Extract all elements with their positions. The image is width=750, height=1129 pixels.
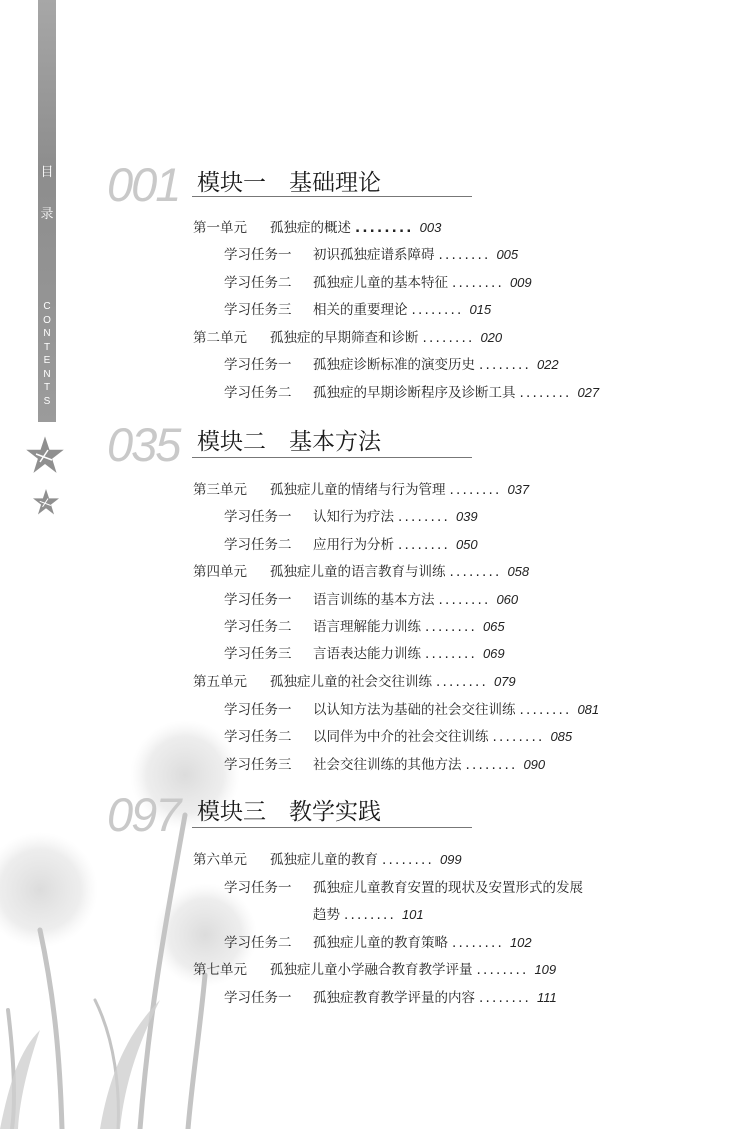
entry-leader-dots: ........: [422, 330, 475, 346]
entry-page: 085: [550, 729, 573, 744]
sidebar-contents-letter: N: [43, 368, 51, 380]
toc-entry[interactable]: [224, 701, 599, 719]
entry-leader-dots: ........: [465, 757, 518, 773]
entry-label: 学习任务二: [224, 537, 292, 553]
entry-label: 第三单元: [193, 482, 247, 498]
module-title: 模块一 基础理论: [197, 170, 381, 196]
entry-title: 社会交往训练的其他方法: [313, 757, 462, 773]
sidebar-mulu-label: [38, 152, 56, 236]
sidebar-contents-letter: E: [43, 355, 51, 366]
entry-title: 趋势: [313, 907, 340, 923]
entry-page: 099: [439, 852, 462, 867]
entry-leader-dots: ........: [476, 962, 529, 978]
toc-entry[interactable]: [193, 673, 516, 691]
entry-leader-dots: ........: [425, 646, 477, 662]
entry-leader-dots: ........: [452, 935, 504, 951]
entry-title: 孤独症儿童的教育: [270, 852, 378, 868]
grass-leaves: [0, 1000, 160, 1129]
entry-title: 孤独症儿童教育安置的现状及安置形式的发展: [313, 880, 583, 896]
entry-label: 学习任务一: [224, 592, 292, 608]
entry-page: 015: [469, 302, 492, 317]
entry-label: 学习任务一: [224, 702, 292, 718]
entry-page: 037: [507, 482, 530, 497]
entry-leader-dots: ........: [436, 674, 488, 690]
module-number: 001: [107, 158, 180, 211]
toc-entry[interactable]: [193, 563, 529, 581]
sidebar-contents-letter: N: [43, 328, 51, 339]
entry-page: 027: [577, 385, 600, 400]
entry-label: 学习任务二: [224, 385, 292, 401]
entry-leader-dots: ........: [344, 907, 396, 923]
sidebar-contents-label: [38, 300, 56, 408]
entry-label: 学习任务一: [224, 357, 292, 373]
sidebar-contents-letter: T: [43, 341, 51, 353]
entry-leader-dots: ........: [452, 275, 504, 291]
entry-title: 孤独症的早期诊断程序及诊断工具: [313, 385, 516, 401]
entry-label: 学习任务三: [224, 302, 292, 318]
entry-leader-dots: ........: [382, 852, 434, 868]
star-icon: [22, 432, 68, 478]
entry-page: 065: [482, 619, 505, 634]
entry-title: 初识孤独症谱系障碍: [313, 247, 435, 263]
entry-title: 孤独症的早期筛查和诊断: [270, 330, 419, 346]
entry-label: 学习任务二: [224, 619, 292, 635]
entry-label: 学习任务一: [224, 509, 292, 525]
toc-entry[interactable]: [224, 728, 572, 746]
sidebar-contents-letter: T: [43, 382, 51, 393]
entry-leader-dots: ........: [398, 537, 450, 553]
entry-leader-dots: ........: [411, 302, 464, 318]
entry-title: 相关的重要理论: [313, 302, 408, 318]
entry-leader-dots: ........: [479, 990, 531, 1006]
module-title: 模块二 基本方法: [197, 429, 381, 455]
entry-page: 050: [455, 537, 478, 552]
module-title: 模块三 教学实践: [197, 799, 381, 825]
toc-entry[interactable]: [193, 481, 529, 499]
entry-label: 学习任务一: [224, 247, 292, 263]
entry-page: 020: [480, 330, 503, 345]
entry-title: 应用行为分析: [313, 537, 394, 553]
entry-label: 学习任务二: [224, 275, 292, 291]
module-underline: [192, 827, 472, 828]
entry-title: 孤独症诊断标准的演变历史: [313, 357, 475, 373]
entry-label: 学习任务一: [224, 990, 292, 1006]
entry-title: 孤独症儿童小学融合教育教学评量: [270, 962, 473, 978]
entry-page: 003: [419, 220, 442, 235]
entry-title: 认知行为疗法: [313, 509, 394, 525]
sidebar-contents-letter: S: [43, 395, 51, 407]
entry-leader-dots: ........: [492, 729, 545, 745]
entry-label: 第一单元: [193, 220, 247, 236]
toc-entry[interactable]: [224, 989, 557, 1007]
entry-title: 孤独症儿童的基本特征: [313, 275, 448, 291]
entry-leader-dots: ........: [449, 564, 502, 580]
entry-page: 005: [496, 247, 519, 262]
entry-label: 学习任务一: [224, 880, 292, 896]
entry-title: 孤独症儿童的语言教育与训练: [270, 564, 446, 580]
toc-entry[interactable]: [224, 356, 559, 374]
entry-leader-dots: ........: [479, 357, 531, 373]
toc-entry[interactable]: [224, 645, 505, 663]
sidebar-mulu-char: 录: [40, 207, 54, 222]
toc-entry[interactable]: [193, 219, 441, 237]
entry-page: 090: [523, 757, 546, 772]
module-number: 097: [107, 788, 180, 841]
entry-leader-dots: ........: [449, 482, 502, 498]
entry-page: 058: [507, 564, 530, 579]
entry-page: 102: [509, 935, 532, 950]
toc-entry[interactable]: [224, 536, 478, 554]
entry-leader-dots: ........: [438, 247, 491, 263]
toc-entry[interactable]: [224, 756, 545, 774]
entry-page: 079: [493, 674, 516, 689]
module-underline: [192, 457, 472, 458]
entry-title: 孤独症儿童的教育策略: [313, 935, 448, 951]
entry-label: 学习任务三: [224, 646, 292, 662]
toc-entry[interactable]: [224, 591, 518, 609]
entry-title: 语言训练的基本方法: [313, 592, 435, 608]
entry-title: 语言理解能力训练: [313, 619, 421, 635]
toc-entry[interactable]: [224, 618, 505, 636]
entry-page: 060: [496, 592, 519, 607]
entry-label: 学习任务三: [224, 757, 292, 773]
entry-leader-dots: ........: [355, 220, 414, 236]
toc-entry[interactable]: [193, 329, 502, 347]
entry-page: 009: [509, 275, 532, 290]
toc-entry[interactable]: [224, 301, 491, 319]
entry-label: 第二单元: [193, 330, 247, 346]
toc-entry[interactable]: [224, 384, 599, 402]
entry-label: 第六单元: [193, 852, 247, 868]
toc-entry-continuation[interactable]: [313, 906, 424, 924]
sidebar-mulu-char: 目: [40, 165, 54, 180]
entry-label: 学习任务二: [224, 935, 292, 951]
entry-title: 以同伴为中介的社会交往训练: [313, 729, 489, 745]
entry-page: 111: [536, 990, 557, 1005]
entry-leader-dots: ........: [519, 702, 572, 718]
toc-entry[interactable]: [224, 934, 532, 952]
star-icon: [30, 486, 62, 518]
entry-page: 069: [482, 646, 505, 661]
entry-label: 第四单元: [193, 564, 247, 580]
toc-entry[interactable]: [224, 274, 532, 292]
entry-label: 第七单元: [193, 962, 247, 978]
module-number: 035: [107, 418, 180, 471]
toc-entry[interactable]: [224, 246, 518, 264]
toc-entry[interactable]: [224, 879, 583, 897]
sidebar-contents-letter: O: [43, 314, 51, 326]
toc-entry[interactable]: [193, 851, 462, 869]
entry-title: 孤独症的概述: [270, 220, 351, 236]
entry-title: 孤独症儿童的情绪与行为管理: [270, 482, 446, 498]
entry-leader-dots: ........: [519, 385, 572, 401]
entry-label: 学习任务二: [224, 729, 292, 745]
entry-page: 081: [577, 702, 600, 717]
entry-page: 101: [401, 907, 424, 922]
module-underline: [192, 196, 472, 197]
entry-page: 109: [534, 962, 557, 977]
entry-title: 孤独症教育教学评量的内容: [313, 990, 475, 1006]
entry-page: 039: [455, 509, 478, 524]
entry-page: 022: [536, 357, 559, 372]
entry-leader-dots: ........: [398, 509, 450, 525]
entry-label: 第五单元: [193, 674, 247, 690]
entry-title: 孤独症儿童的社会交往训练: [270, 674, 432, 690]
toc-entry[interactable]: [193, 961, 556, 979]
sidebar-contents-letter: C: [43, 301, 51, 312]
entry-leader-dots: ........: [438, 592, 491, 608]
entry-title: 言语表达能力训练: [313, 646, 421, 662]
entry-leader-dots: ........: [425, 619, 477, 635]
entry-title: 以认知方法为基础的社会交往训练: [313, 702, 516, 718]
toc-entry[interactable]: [224, 508, 478, 526]
